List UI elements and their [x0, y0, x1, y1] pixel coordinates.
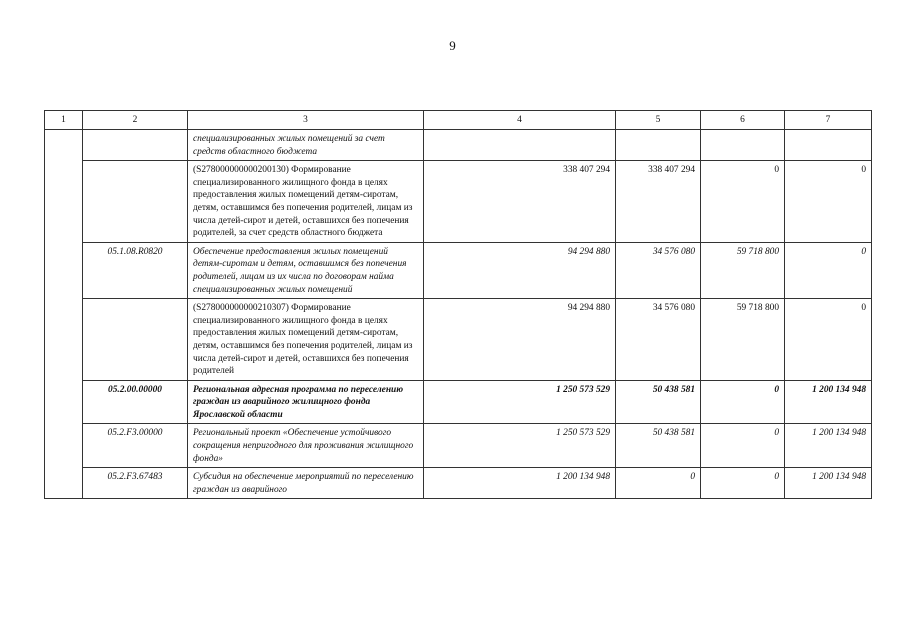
budget-table — [44, 110, 872, 499]
amount-cell-7: 1 200 134 948 — [785, 468, 872, 499]
description-cell: Субсидия на обеспечение мероприятий по переселению граждан из аварийного — [188, 468, 424, 499]
header-col-6: 6 — [701, 111, 785, 130]
code-cell: 05.1.08.R0820 — [83, 242, 188, 298]
description-cell: Региональная адресная программа по переселению граждан из аварийного жилищного фонда Ярославской области — [188, 380, 424, 424]
amount-cell-4: 1 200 134 948 — [424, 468, 616, 499]
table-row — [45, 130, 872, 161]
code-cell — [83, 130, 188, 161]
description-cell: Обеспечение предоставления жилых помещений детям-сиротам и детям, оставшимся без попечения родителей, лицам из их числа по договорам найма специализированных жилых помещений — [188, 242, 424, 298]
amount-cell-4 — [424, 130, 616, 161]
amount-cell-7: 0 — [785, 242, 872, 298]
amount-cell-4: 94 294 880 — [424, 242, 616, 298]
code-cell: 05.2.F3.67483 — [83, 468, 188, 499]
table-row — [45, 380, 872, 424]
description-cell: (S278000000000210307) Формирование специализированного жилищного фонда в целях предоставления жилых помещений детям-сиротам, детям, оставшимся без попечения родителей, лицам из числа детей-сирот и детей, оставшихся без попечения родителей — [188, 299, 424, 381]
table-row — [45, 424, 872, 468]
amount-cell-7: 1 200 134 948 — [785, 380, 872, 424]
header-col-5: 5 — [616, 111, 701, 130]
amount-cell-6: 59 718 800 — [701, 242, 785, 298]
amount-cell-5: 338 407 294 — [616, 161, 701, 243]
index-cell — [45, 130, 83, 499]
code-cell: 05.2.F3.00000 — [83, 424, 188, 468]
amount-cell-5: 50 438 581 — [616, 424, 701, 468]
amount-cell-4: 338 407 294 — [424, 161, 616, 243]
amount-cell-6: 0 — [701, 161, 785, 243]
amount-cell-4: 94 294 880 — [424, 299, 616, 381]
amount-cell-5: 0 — [616, 468, 701, 499]
code-cell: 05.2.00.00000 — [83, 380, 188, 424]
header-col-3: 3 — [188, 111, 424, 130]
amount-cell-5 — [616, 130, 701, 161]
description-cell: специализированных жилых помещений за счет средств областного бюджета — [188, 130, 424, 161]
amount-cell-6: 59 718 800 — [701, 299, 785, 381]
table-row — [45, 161, 872, 243]
table-row — [45, 242, 872, 298]
table-row — [45, 468, 872, 499]
amount-cell-7 — [785, 130, 872, 161]
table-header-row — [45, 111, 872, 130]
amount-cell-4: 1 250 573 529 — [424, 380, 616, 424]
amount-cell-7: 0 — [785, 161, 872, 243]
header-col-7: 7 — [785, 111, 872, 130]
amount-cell-7: 1 200 134 948 — [785, 424, 872, 468]
amount-cell-6 — [701, 130, 785, 161]
amount-cell-7: 0 — [785, 299, 872, 381]
code-cell — [83, 299, 188, 381]
table-row — [45, 299, 872, 381]
amount-cell-6: 0 — [701, 380, 785, 424]
amount-cell-5: 34 576 080 — [616, 242, 701, 298]
amount-cell-6: 0 — [701, 468, 785, 499]
code-cell — [83, 161, 188, 243]
amount-cell-5: 50 438 581 — [616, 380, 701, 424]
amount-cell-4: 1 250 573 529 — [424, 424, 616, 468]
header-col-1: 1 — [45, 111, 83, 130]
description-cell: (S278000000000200130) Формирование специализированного жилищного фонда в целях предоставления жилых помещений детям-сиротам, детям, оставшимся без попечения родителей, лицам из числа детей-сирот и детей, оставшихся без попечения родителей, за счет средств областного бюджета — [188, 161, 424, 243]
header-col-2: 2 — [83, 111, 188, 130]
amount-cell-5: 34 576 080 — [616, 299, 701, 381]
description-cell: Региональный проект «Обеспечение устойчивого сокращения непригодного для проживания жилищного фонда» — [188, 424, 424, 468]
page-number: 9 — [449, 38, 456, 53]
amount-cell-6: 0 — [701, 424, 785, 468]
header-col-4: 4 — [424, 111, 616, 130]
